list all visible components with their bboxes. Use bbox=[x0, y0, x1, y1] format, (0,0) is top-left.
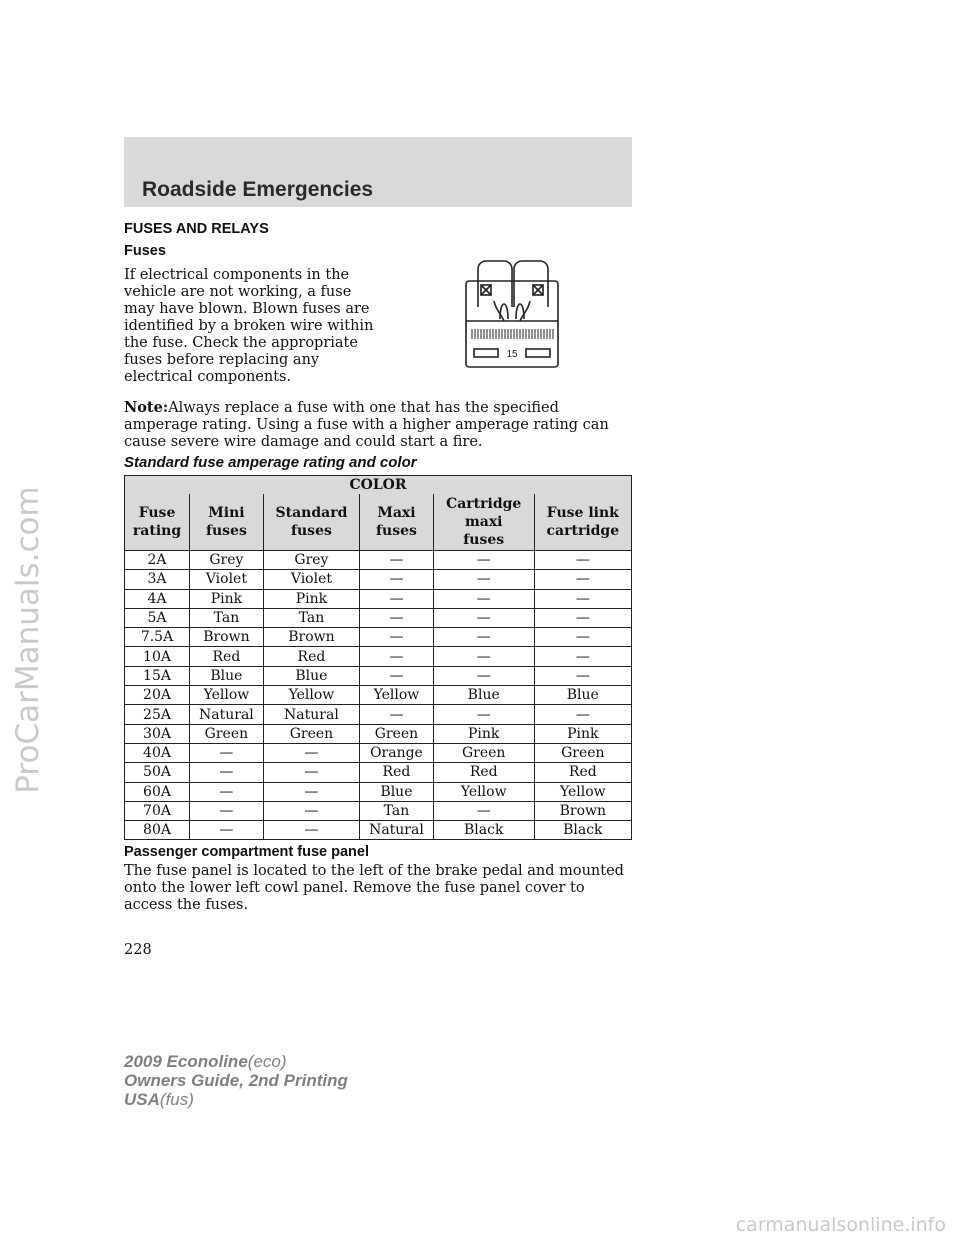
table-cell: — bbox=[360, 608, 434, 627]
table-cell: Red bbox=[190, 647, 264, 666]
table-cell: Grey bbox=[190, 551, 264, 570]
table-cell: Red bbox=[360, 763, 434, 782]
table-cell: Pink bbox=[263, 589, 359, 608]
note-label: Note: bbox=[124, 399, 169, 416]
column-header-line: cartridge bbox=[546, 523, 620, 539]
table-cell: — bbox=[433, 608, 534, 627]
table-cell: 60A bbox=[125, 782, 190, 801]
table-cell: 20A bbox=[125, 686, 190, 705]
column-header bbox=[125, 494, 190, 551]
subsection-title: Fuses bbox=[124, 243, 166, 259]
column-header-line: fuses bbox=[290, 523, 332, 539]
table-cell: Natural bbox=[190, 705, 264, 724]
table-cell: — bbox=[360, 705, 434, 724]
table-cell: — bbox=[190, 763, 264, 782]
footer-model-code: (eco) bbox=[247, 1052, 287, 1071]
table-cell: Pink bbox=[534, 724, 631, 743]
table-cell: 50A bbox=[125, 763, 190, 782]
table-cell: — bbox=[190, 801, 264, 820]
table-cell: — bbox=[433, 647, 534, 666]
column-header-line: Maxi bbox=[377, 505, 416, 521]
table-cell: Brown bbox=[190, 628, 264, 647]
table-cell: Violet bbox=[190, 570, 264, 589]
table-row bbox=[125, 763, 632, 782]
side-watermark-text: ProCarManuals.com bbox=[10, 486, 46, 794]
table-cell: — bbox=[190, 743, 264, 762]
column-header-line: rating bbox=[132, 523, 182, 539]
table-row bbox=[125, 589, 632, 608]
table-row bbox=[125, 570, 632, 589]
table-cell: 5A bbox=[125, 608, 190, 627]
table-cell: — bbox=[360, 628, 434, 647]
table-cell: Blue bbox=[190, 666, 264, 685]
fuse-illustration bbox=[464, 259, 560, 371]
table-row bbox=[125, 743, 632, 762]
table-cell: 25A bbox=[125, 705, 190, 724]
table-cell: Green bbox=[263, 724, 359, 743]
column-header-line: fuses bbox=[376, 523, 417, 539]
table-cell: Green bbox=[433, 743, 534, 762]
table-cell: — bbox=[433, 801, 534, 820]
column-header-line: Fuse bbox=[138, 505, 176, 521]
table-cell: — bbox=[433, 705, 534, 724]
table-row bbox=[125, 821, 632, 840]
table-group-header: COLOR bbox=[125, 476, 632, 495]
column-header bbox=[360, 494, 434, 551]
fuse-color-table bbox=[124, 475, 632, 840]
table-cell: Pink bbox=[190, 589, 264, 608]
table-cell: Tan bbox=[263, 608, 359, 627]
passenger-section-text: The fuse panel is located to the left of the brake pedal and mounted onto the lower left cowl panel. Remove the fuse panel cover to access the fuses. bbox=[124, 863, 624, 914]
table-cell: — bbox=[263, 763, 359, 782]
table-cell: Brown bbox=[263, 628, 359, 647]
table-cell: Orange bbox=[360, 743, 434, 762]
table-cell: Green bbox=[534, 743, 631, 762]
table-cell: — bbox=[360, 589, 434, 608]
table-row bbox=[125, 628, 632, 647]
column-header bbox=[190, 494, 264, 551]
table-cell: Pink bbox=[433, 724, 534, 743]
table-cell: Tan bbox=[360, 801, 434, 820]
table-cell: — bbox=[190, 821, 264, 840]
table-cell: Natural bbox=[263, 705, 359, 724]
table-cell: Yellow bbox=[190, 686, 264, 705]
bottom-watermark: carmanualsonline.info bbox=[735, 1214, 946, 1236]
table-cell: — bbox=[433, 666, 534, 685]
table-cell: 3A bbox=[125, 570, 190, 589]
column-header-line: fuses bbox=[205, 523, 247, 539]
footer-model: 2009 Econoline bbox=[124, 1052, 248, 1071]
note-paragraph bbox=[124, 399, 632, 451]
table-cell: — bbox=[263, 782, 359, 801]
table-cell: Red bbox=[534, 763, 631, 782]
chapter-title: Roadside Emergencies bbox=[142, 178, 374, 201]
column-header-line: Fuse link bbox=[546, 505, 619, 521]
table-row bbox=[125, 801, 632, 820]
footer-edition: Owners Guide, 2nd Printing bbox=[124, 1071, 348, 1090]
column-header bbox=[433, 494, 534, 551]
table-cell: Natural bbox=[360, 821, 434, 840]
table-cell: Green bbox=[190, 724, 264, 743]
table-cell: Red bbox=[263, 647, 359, 666]
table-cell: Blue bbox=[534, 686, 631, 705]
footer bbox=[124, 1052, 348, 1109]
table-cell: Tan bbox=[190, 608, 264, 627]
table-cell: 4A bbox=[125, 589, 190, 608]
table-row bbox=[125, 782, 632, 801]
intro-block bbox=[124, 267, 632, 395]
table-cell: — bbox=[263, 821, 359, 840]
table-body bbox=[125, 551, 632, 840]
table-cell: 40A bbox=[125, 743, 190, 762]
table-cell: Green bbox=[360, 724, 434, 743]
table-cell: Yellow bbox=[263, 686, 359, 705]
table-cell: 15A bbox=[125, 666, 190, 685]
table-cell: — bbox=[534, 705, 631, 724]
side-watermark bbox=[8, 90, 48, 1190]
table-cell: Red bbox=[433, 763, 534, 782]
table-cell: Yellow bbox=[433, 782, 534, 801]
chapter-header bbox=[124, 137, 632, 207]
table-cell: — bbox=[433, 570, 534, 589]
column-header-line: Cartridge bbox=[446, 496, 522, 512]
table-cell: — bbox=[534, 647, 631, 666]
column-header bbox=[534, 494, 631, 551]
table-cell: — bbox=[360, 647, 434, 666]
column-header-line: Mini bbox=[208, 505, 245, 521]
table-cell: — bbox=[534, 628, 631, 647]
page-number: 228 bbox=[124, 942, 152, 958]
table-cell: Blue bbox=[433, 686, 534, 705]
footer-market-code: (fus) bbox=[159, 1090, 194, 1109]
section-title: FUSES AND RELAYS bbox=[124, 221, 269, 237]
table-row bbox=[125, 608, 632, 627]
table-cell: 30A bbox=[125, 724, 190, 743]
table-cell: — bbox=[263, 743, 359, 762]
table-cell: — bbox=[534, 666, 631, 685]
column-header-line: Standard bbox=[275, 505, 348, 521]
table-cell: Blue bbox=[360, 782, 434, 801]
table-cell: Grey bbox=[263, 551, 359, 570]
column-header bbox=[263, 494, 359, 551]
table-row bbox=[125, 551, 632, 570]
table-cell: — bbox=[433, 628, 534, 647]
table-row bbox=[125, 666, 632, 685]
table-cell: — bbox=[534, 570, 631, 589]
table-cell: 2A bbox=[125, 551, 190, 570]
table-cell: Brown bbox=[534, 801, 631, 820]
fuse-illustration-label: 15 bbox=[506, 349, 518, 360]
table-cell: — bbox=[433, 589, 534, 608]
table-cell: Yellow bbox=[534, 782, 631, 801]
page-content bbox=[124, 221, 632, 914]
passenger-section-title: Passenger compartment fuse panel bbox=[124, 844, 369, 861]
note-text: Always replace a fuse with one that has the specified amperage rating. Using a fuse with a higher amperage rating can cause severe wire damage and could start a fire. bbox=[124, 400, 609, 450]
table-cell: — bbox=[263, 801, 359, 820]
intro-paragraph: If electrical components in the vehicle are not working, a fuse may have blown. Blown fuses are identified by a broken wire within the fuse. Check the appropriate fuses before replacing any electrical components. bbox=[124, 267, 374, 385]
table-row bbox=[125, 724, 632, 743]
table-cell: Black bbox=[534, 821, 631, 840]
column-header-line: fuses bbox=[463, 532, 505, 548]
table-cell: 80A bbox=[125, 821, 190, 840]
table-cell: 70A bbox=[125, 801, 190, 820]
column-header-line: maxi bbox=[464, 514, 503, 530]
table-cell: — bbox=[190, 782, 264, 801]
table-column-headers bbox=[125, 494, 632, 551]
table-row bbox=[125, 647, 632, 666]
table-cell: — bbox=[534, 589, 631, 608]
table-cell: — bbox=[360, 666, 434, 685]
table-cell: — bbox=[360, 551, 434, 570]
table-cell: — bbox=[360, 570, 434, 589]
table-cell: 10A bbox=[125, 647, 190, 666]
table-cell: 7.5A bbox=[125, 628, 190, 647]
table-cell: — bbox=[433, 551, 534, 570]
table-cell: — bbox=[534, 551, 631, 570]
table-row bbox=[125, 705, 632, 724]
table-cell: Blue bbox=[263, 666, 359, 685]
table-cell: Yellow bbox=[360, 686, 434, 705]
footer-market: USA bbox=[124, 1090, 160, 1109]
table-cell: — bbox=[534, 608, 631, 627]
table-cell: Violet bbox=[263, 570, 359, 589]
table-row bbox=[125, 686, 632, 705]
table-cell: Black bbox=[433, 821, 534, 840]
table-title: Standard fuse amperage rating and color bbox=[124, 454, 417, 471]
